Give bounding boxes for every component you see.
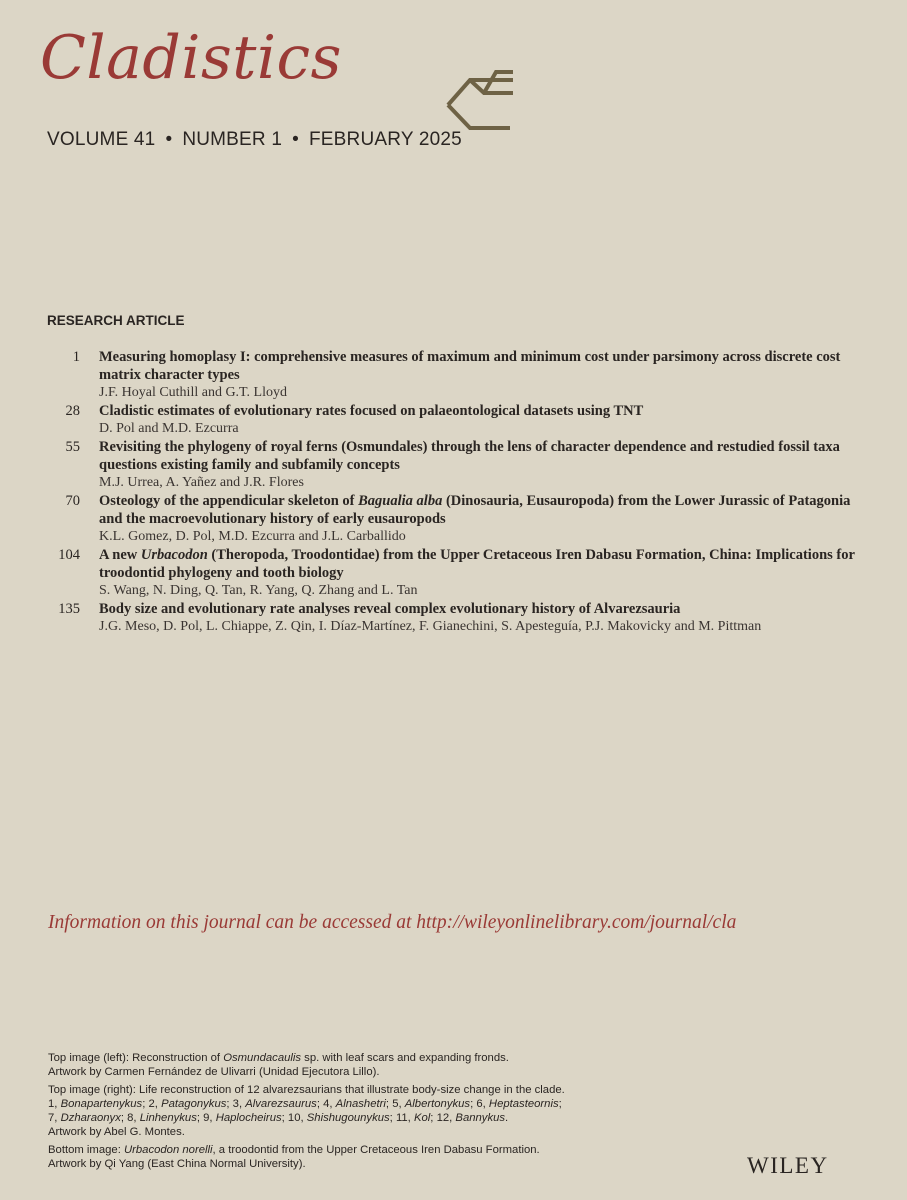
toc-article-title[interactable]: Measuring homoplasy I: comprehensive measures of maximum and minimum cost under parsimony across discrete cost matrix character types <box>99 349 841 383</box>
taxon-number: 4, <box>323 1098 336 1110</box>
taxon-item <box>323 1098 392 1110</box>
taxon-name: Kol <box>413 1112 431 1124</box>
taxon-name: Bannykus <box>455 1112 506 1124</box>
artwork-credit: Artwork by Carmen Fernández de Ulivarri (Unidad Ejecutora Lillo). <box>48 1066 380 1078</box>
toc-entry[interactable] <box>40 348 870 402</box>
taxon-separator: ; <box>196 1112 204 1124</box>
taxon-number: 3, <box>232 1098 246 1110</box>
taxon-name: Linhenykus <box>139 1112 197 1124</box>
taxon-number: 5, <box>392 1098 405 1110</box>
toc-page-number: 1 <box>72 349 80 365</box>
masthead <box>0 0 907 160</box>
taxon-separator: ; <box>226 1098 233 1110</box>
toc-authors: D. Pol and M.D. Ezcurra <box>99 421 239 436</box>
credit-caption <box>48 1051 728 1065</box>
toc-page-number: 70 <box>65 493 80 509</box>
section-heading: RESEARCH ARTICLE <box>47 313 185 328</box>
taxon-number: 12, <box>436 1112 456 1124</box>
toc-page-number: 55 <box>65 439 80 455</box>
taxon-item <box>127 1112 203 1124</box>
toc-entry[interactable] <box>40 492 870 546</box>
taxon-item <box>203 1112 288 1124</box>
caption-text: Bottom image: <box>48 1144 124 1156</box>
taxon-separator: ; <box>142 1098 149 1110</box>
toc-entry[interactable] <box>40 600 870 636</box>
taxon-number: 1, <box>48 1098 61 1110</box>
caption-text: sp. with leaf scars and expanding fronds. <box>301 1052 509 1064</box>
taxon-number: 10, <box>287 1112 307 1124</box>
toc-authors: K.L. Gomez, D. Pol, M.D. Ezcurra and J.L. Carballido <box>99 529 406 544</box>
volume: VOLUME 41 <box>47 129 156 150</box>
taxon-name: Patagonykus <box>161 1098 227 1110</box>
toc-article-title[interactable]: Body size and evolutionary rate analyses reveal complex evolutionary history of Alvarezsauria <box>99 601 681 617</box>
title-text: Osteology of the appendicular skeleton of <box>99 493 359 509</box>
taxon-name: Albertonykus <box>404 1098 471 1110</box>
taxon-name: Heptasteornis <box>488 1098 559 1110</box>
journal-title: Cladistics <box>40 23 342 93</box>
toc-entry[interactable] <box>40 546 870 600</box>
toc-article-title[interactable]: Cladistic estimates of evolutionary rates focused on palaeontological datasets using TNT <box>99 403 644 419</box>
taxon-item <box>233 1098 323 1110</box>
taxon-number: 8, <box>127 1112 140 1124</box>
toc-page-number: 135 <box>58 601 80 617</box>
taxa-list <box>48 1097 728 1125</box>
credit-caption <box>48 1143 728 1157</box>
taxon-separator: ; <box>558 1098 562 1110</box>
publisher-logo: WILEY <box>747 1153 829 1178</box>
toc-authors: M.J. Urrea, A. Yañez and J.R. Flores <box>99 475 304 490</box>
taxon-number: 9, <box>203 1112 216 1124</box>
taxon-number: 2, <box>148 1098 162 1110</box>
artwork-credit: Artwork by Abel G. Montes. <box>48 1126 185 1138</box>
taxon-item <box>149 1098 233 1110</box>
taxon-item <box>396 1112 437 1124</box>
taxon-number: 7, <box>48 1112 61 1124</box>
image-credits <box>48 1051 728 1175</box>
credit-top-left <box>48 1051 728 1079</box>
taxon-separator: ; <box>389 1112 396 1124</box>
taxon-name: Dzharaonyx <box>60 1112 121 1124</box>
title-text: (Theropoda, Troodontidae) from the Upper Cretaceous Iren Dabasu Formation, China: Implications for troodontid phylogeny and tooth biology <box>99 547 855 581</box>
toc-entry[interactable] <box>40 438 870 492</box>
toc-entry[interactable] <box>40 402 870 438</box>
separator-dot: • <box>165 129 173 150</box>
journal-info-link[interactable]: Information on this journal can be accessed at http://wileyonlinelibrary.com/journal/cla <box>48 912 737 933</box>
taxon-name: Alvarezsaurus <box>245 1098 317 1110</box>
taxon-item <box>288 1112 396 1124</box>
taxon-separator: ; <box>470 1098 477 1110</box>
taxon-separator: ; <box>316 1098 324 1110</box>
taxon-number: 6, <box>476 1098 489 1110</box>
caption-text: Top image (left): Reconstruction of <box>48 1052 224 1064</box>
toc-authors: J.F. Hoyal Cuthill and G.T. Lloyd <box>99 385 288 400</box>
title-text: (Dinosauria, Eusauropoda) from the Lower Jurassic of Patagonia and the macroevolutionary history of early eusauropods <box>99 493 851 527</box>
title-text: A new <box>99 547 141 563</box>
toc-article-title[interactable] <box>99 492 870 528</box>
toc-authors: J.G. Meso, D. Pol, L. Chiappe, Z. Qin, I. Díaz-Martínez, F. Gianechini, S. Apesteguía, P.J. Makovicky and M. Pittman <box>99 619 762 634</box>
taxon-name: Bonapartenykus <box>60 1098 143 1110</box>
taxon-separator: . <box>505 1112 509 1124</box>
toc-article-title[interactable] <box>99 546 870 582</box>
separator-dot: • <box>292 129 299 150</box>
credit-bottom <box>48 1143 728 1171</box>
taxon-item <box>392 1098 476 1110</box>
taxon-separator: ; <box>385 1098 393 1110</box>
table-of-contents <box>40 348 870 636</box>
credit-top-right <box>48 1083 728 1139</box>
artwork-credit: Artwork by Qi Yang (East China Normal University). <box>48 1158 306 1170</box>
toc-authors: S. Wang, N. Ding, Q. Tan, R. Yang, Q. Zhang and L. Tan <box>99 583 418 598</box>
taxon-item <box>476 1098 561 1110</box>
taxon-name: Haplocheirus <box>215 1112 282 1124</box>
taxon-separator: ; <box>120 1112 128 1124</box>
taxon-name: Bagualia alba <box>358 493 443 509</box>
toc-page-number: 104 <box>58 547 80 563</box>
taxon-name: Urbacodon <box>140 547 208 563</box>
toc-page-number: 28 <box>65 403 80 419</box>
taxa-line <box>48 1111 728 1125</box>
taxon-separator: ; <box>281 1112 288 1124</box>
taxon-item <box>48 1112 127 1124</box>
taxon-item <box>437 1112 509 1124</box>
taxon-number: 11, <box>395 1112 414 1124</box>
taxa-line <box>48 1097 728 1111</box>
taxon-name: Osmundacaulis <box>223 1052 302 1064</box>
caption-text: , a troodontid from the Upper Cretaceous Iren Dabasu Formation. <box>212 1144 540 1156</box>
credit-caption: Top image (right): Life reconstruction of 12 alvarezsaurians that illustrate body-size change in the clade. <box>48 1084 565 1096</box>
taxon-name: Shishugounykus <box>306 1112 390 1124</box>
issue-number: NUMBER 1 <box>182 129 283 150</box>
taxon-item <box>48 1098 149 1110</box>
issue-date: FEBRUARY 2025 <box>308 129 462 150</box>
toc-article-title[interactable]: Revisiting the phylogeny of royal ferns (Osmundales) through the lens of character dependence and restudied fossil taxa questions existing family and subfamily concepts <box>99 439 840 473</box>
taxon-separator: ; <box>430 1112 437 1124</box>
issue-info <box>47 129 462 151</box>
taxon-name: Alnashetri <box>335 1098 386 1110</box>
taxon-name: Urbacodon norelli <box>123 1144 213 1156</box>
